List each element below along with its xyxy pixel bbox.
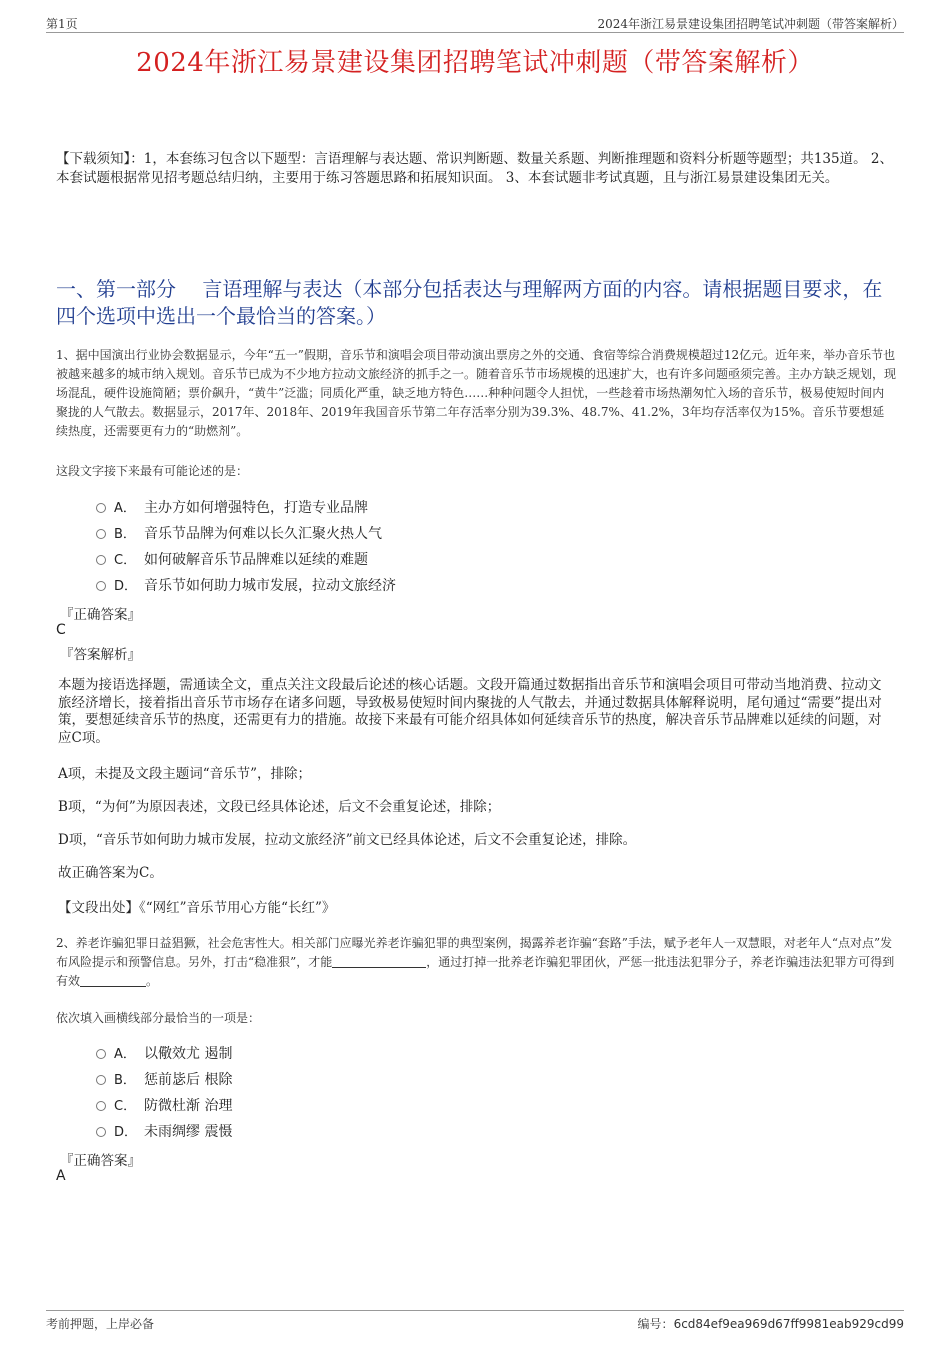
option-b[interactable]: B． 音乐节品牌为何难以长久汇聚火热人气 [96,523,396,549]
download-notice: 【下载须知】：1，本套练习包含以下题型：言语理解与表达题、常识判断题、数量关系题、判断推理题和资料分析题等题型；共135道。 2、本套试题根据常见招考题总结归纳，主要用于练习答题思路和拓展知识面。 3、本套试题非考试真题，且与浙江易景建设集团无关。 [56,151,893,186]
radio-icon[interactable] [96,1101,106,1111]
radio-icon[interactable] [96,503,106,513]
document-title: 2024年浙江易景建设集团招聘笔试冲刺题（带答案解析） [136,48,814,78]
radio-icon[interactable] [96,1127,106,1137]
analysis-paragraph: 本题为接语选择题，需通读全文，重点关注文段最后论述的核心话题。文段开篇通过数据指出音乐节和演唱会项目可带动当地消费、拉动文旅经济增长，接着指出音乐节市场存在诸多问题，导致极易使短时间内聚拢的人气散去，并通过数据具体解释说明，尾句通过“需要”提出对策，要想延续音乐节的热度，还需更有力的措施。故接下来最有可能介绍具体如何延续音乐节的热度，解决音乐节品牌难以延续的问题，对应C项。 [58,677,882,746]
analysis-label: 『答案解析』 [60,647,141,663]
analysis-option-a: A项，未提及文段主题词“音乐节”，排除； [58,766,312,782]
fill-blank-1[interactable] [332,955,426,968]
radio-icon[interactable] [96,529,106,539]
option-c[interactable]: C． 如何破解音乐节品牌难以延续的难题 [96,549,396,575]
analysis-option-d: D项，“音乐节如何助力城市发展，拉动文旅经济”前文已经具体论述，后文不会重复论述，排除。 [58,832,637,848]
radio-icon[interactable] [96,581,106,591]
option-d[interactable]: D． 未雨绸缪 震慑 [96,1121,232,1147]
answer-value: C [56,622,66,638]
answer-label: 『正确答案』 [60,1153,141,1169]
analysis-option-b: B项，“为何”为原因表述，文段已经具体论述，后文不会重复论述，排除； [58,799,501,815]
option-b[interactable]: B． 惩前毖后 根除 [96,1069,232,1095]
question-1-stem: 1、据中国演出行业协会数据显示，今年“五一”假期，音乐节和演唱会项目带动演出票房之外的交通、食宿等综合消费规模超过12亿元。近年来，举办音乐节也被越来越多的城市纳入规划。音乐节已成为不少地方拉动文旅经济的抓手之一。随着音乐节市场规模的迅速扩大，也有许多问题亟须完善。主办方缺乏规划，现场混乱，硬件设施简陋；票价飙升，“黄牛”泛滥；同质化严重，缺乏地方特色……种种问题令人担忧，一些趁着市场热潮匆忙入场的音乐节，极易使短时间内聚拢的人气散去。数据显示，2017年、2018年、2019年我国音乐节第二年存活率分别为39.3%、48.7%、41.2%，3年均存活率仅为15%。音乐节要想延续热度，还需要更有力的“助燃剂”。 [56,348,897,438]
section-title: 一、第一部分 言语理解与表达（本部分包括表达与理解两方面的内容。请根据题目要求，在四个选项中选出一个最恰当的答案。） [56,277,883,328]
option-a[interactable]: A． 以儆效尤 遏制 [96,1043,232,1069]
question-2-options [96,1043,232,1147]
question-1-options [96,497,396,601]
header-doc-title: 2024年浙江易景建设集团招聘笔试冲刺题（带答案解析） [597,17,904,31]
document-code: 6cd84ef9ea969d67ff9981eab929cd99 [673,1317,904,1331]
analysis-source: 【文段出处】《“网红”音乐节用心方能“长红”》 [58,900,336,916]
analysis-conclusion: 故正确答案为C。 [58,865,163,881]
answer-value: A [56,1168,66,1184]
fill-blank-2[interactable] [80,974,146,987]
radio-icon[interactable] [96,1049,106,1059]
page-header [46,12,904,33]
option-c[interactable]: C． 防微杜渐 治理 [96,1095,232,1121]
page-number: 第1页 [46,17,78,31]
footer-slogan: 考前押题，上岸必备 [46,1317,155,1331]
page-footer [46,1310,904,1333]
question-2-prompt: 依次填入画横线部分最恰当的一项是： [56,1011,261,1025]
option-d[interactable]: D． 音乐节如何助力城市发展，拉动文旅经济 [96,575,396,601]
radio-icon[interactable] [96,555,106,565]
option-a[interactable]: A． 主办方如何增强特色，打造专业品牌 [96,497,396,523]
answer-label: 『正确答案』 [60,607,141,623]
footer-code: 编号：6cd84ef9ea969d67ff9981eab929cd99 [637,1317,904,1331]
question-1-prompt: 这段文字接下来最有可能论述的是： [56,464,249,478]
radio-icon[interactable] [96,1075,106,1085]
question-2-stem: 2、养老诈骗犯罪日益猖獗，社会危害性大。相关部门应曝光养老诈骗犯罪的典型案例，揭露养老诈骗“套路”手法，赋予老年人一双慧眼，对老年人“点对点”发布风险提示和预警信息。另外，打击“稳准狠”，才能 ，通过打掉一批养老诈骗犯罪团伙，严惩一批违法犯罪分子，养老诈骗违法犯罪方可得到有效 。 [56,936,895,988]
